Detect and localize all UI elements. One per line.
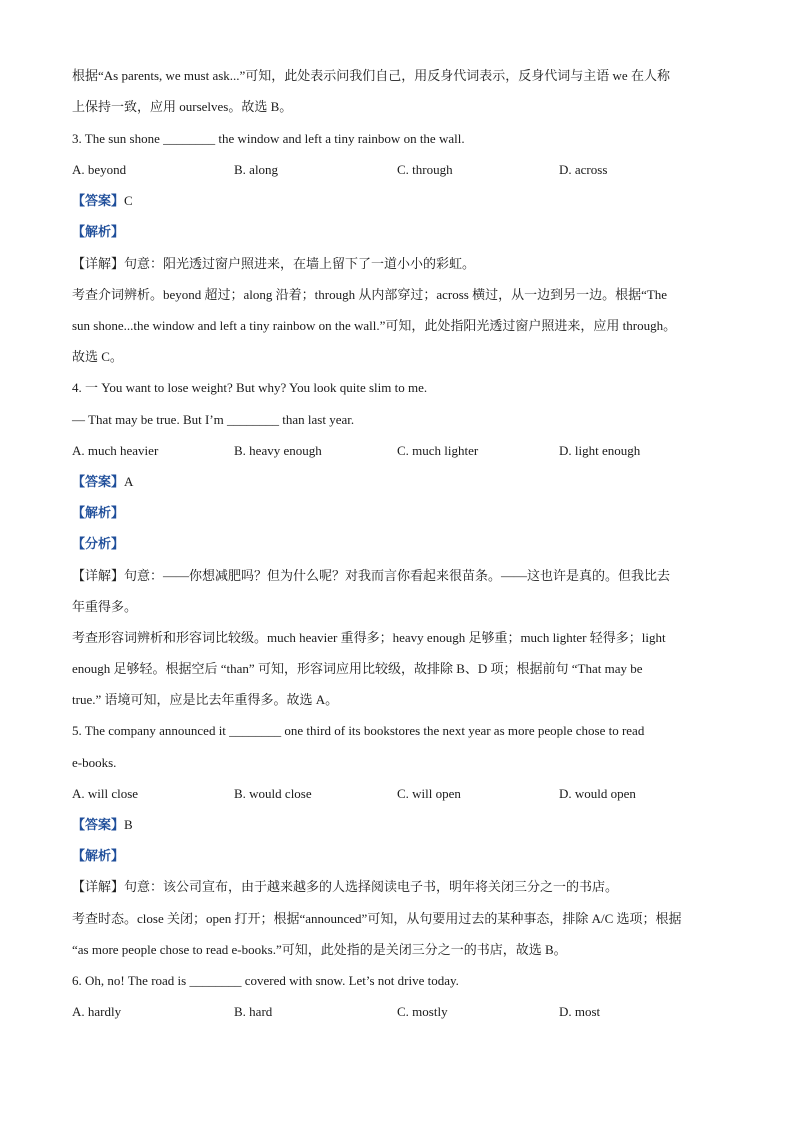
question-5-stem-line1: 5. The company announced it ________ one third of its bookstores the next year as more people chose to read: [72, 723, 645, 738]
q4-explanation-line3: 考查形容词辨析和形容词比较级。much heavier 重得多；heavy enough 足够重；much lighter 轻得多；light: [72, 630, 666, 645]
q4-explanation-line2: 年重得多。: [72, 599, 138, 614]
q5-analysis-label: 【解析】: [72, 848, 125, 863]
answer-value: C: [124, 193, 133, 208]
q3-option-b: B. along: [234, 162, 279, 177]
q3-explanation-line2: 考查介词辨析。beyond 超过；along 沿着；through 从内部穿过；across 横过，从一边到另一边。根据“The: [72, 287, 668, 302]
q5-answer: [72, 815, 133, 835]
q3-answer: [72, 191, 133, 211]
q4-explanation-line4: enough 足够轻。根据空后 “than” 可知，形容词应用比较级，故排除 B、D 项；根据前句 “That may be: [72, 661, 643, 676]
q4-fenxi-label: 【分析】: [72, 536, 125, 551]
question-4-stem-line2: — That may be true. But I’m ________ than last year.: [72, 412, 355, 427]
question-5-stem-line2: e-books.: [72, 755, 117, 770]
q3-option-c: C. through: [397, 162, 453, 177]
q5-option-c: C. will open: [397, 786, 461, 801]
q4-option-b: B. heavy enough: [234, 443, 322, 458]
q3-option-a: A. beyond: [72, 162, 127, 177]
q4-explanation-line1: 【详解】句意：——你想减肥吗？但为什么呢？对我而言你看起来很苗条。——这也许是真的。但我比去: [72, 568, 671, 583]
answer-value: B: [124, 817, 133, 832]
q5-option-d: D. would open: [559, 786, 636, 801]
answer-label: 【答案】: [72, 474, 125, 489]
q5-option-a: A. will close: [72, 786, 139, 801]
q3-explanation-line1: 【详解】句意：阳光透过窗户照进来，在墙上留下了一道小小的彩虹。: [72, 256, 476, 271]
q4-explanation-line5: true.” 语境可知，应是比去年重得多。故选 A。: [72, 692, 339, 707]
question-6-stem: 6. Oh, no! The road is ________ covered with snow. Let’s not drive today.: [72, 973, 459, 988]
q5-option-b: B. would close: [234, 786, 312, 801]
q6-option-b: B. hard: [234, 1004, 273, 1019]
q6-option-c: C. mostly: [397, 1004, 448, 1019]
q5-explanation-line2: 考查时态。close 关闭；open 打开；根据“announced”可知，从句要用过去的某种事态，排除 A/C 选项；根据: [72, 911, 682, 926]
answer-label: 【答案】: [72, 817, 125, 832]
q6-option-a: A. hardly: [72, 1004, 122, 1019]
question-4-stem-line1: 4. 一 You want to lose weight? But why? You look quite slim to me.: [72, 380, 428, 395]
q2-explanation-line1: 根据“As parents, we must ask...”可知，此处表示问我们自己，用反身代词表示，反身代词与主语 we 在人称: [72, 68, 670, 83]
q3-explanation-line3: sun shone...the window and left a tiny rainbow on the wall.”可知，此处指阳光透过窗户照进来，应用 through。: [72, 318, 677, 333]
q3-explanation-line4: 故选 C。: [72, 349, 123, 364]
question-3-stem: 3. The sun shone ________ the window and left a tiny rainbow on the wall.: [72, 131, 465, 146]
q5-explanation-line3: “as more people chose to read e-books.”可知，此处指的是关闭三分之一的书店，故选 B。: [72, 942, 567, 957]
q3-option-d: D. across: [559, 162, 608, 177]
answer-value: A: [124, 474, 134, 489]
q4-analysis-label: 【解析】: [72, 505, 125, 520]
q4-answer: [72, 472, 133, 492]
q2-explanation-line2: 上保持一致，应用 ourselves。故选 B。: [72, 99, 293, 114]
q3-analysis-label: 【解析】: [72, 224, 125, 239]
q4-option-c: C. much lighter: [397, 443, 479, 458]
q6-option-d: D. most: [559, 1004, 601, 1019]
answer-label: 【答案】: [72, 193, 125, 208]
q5-explanation-line1: 【详解】句意：该公司宣布，由于越来越多的人选择阅读电子书，明年将关闭三分之一的书店。: [72, 879, 619, 894]
q4-option-d: D. light enough: [559, 443, 641, 458]
q4-option-a: A. much heavier: [72, 443, 159, 458]
